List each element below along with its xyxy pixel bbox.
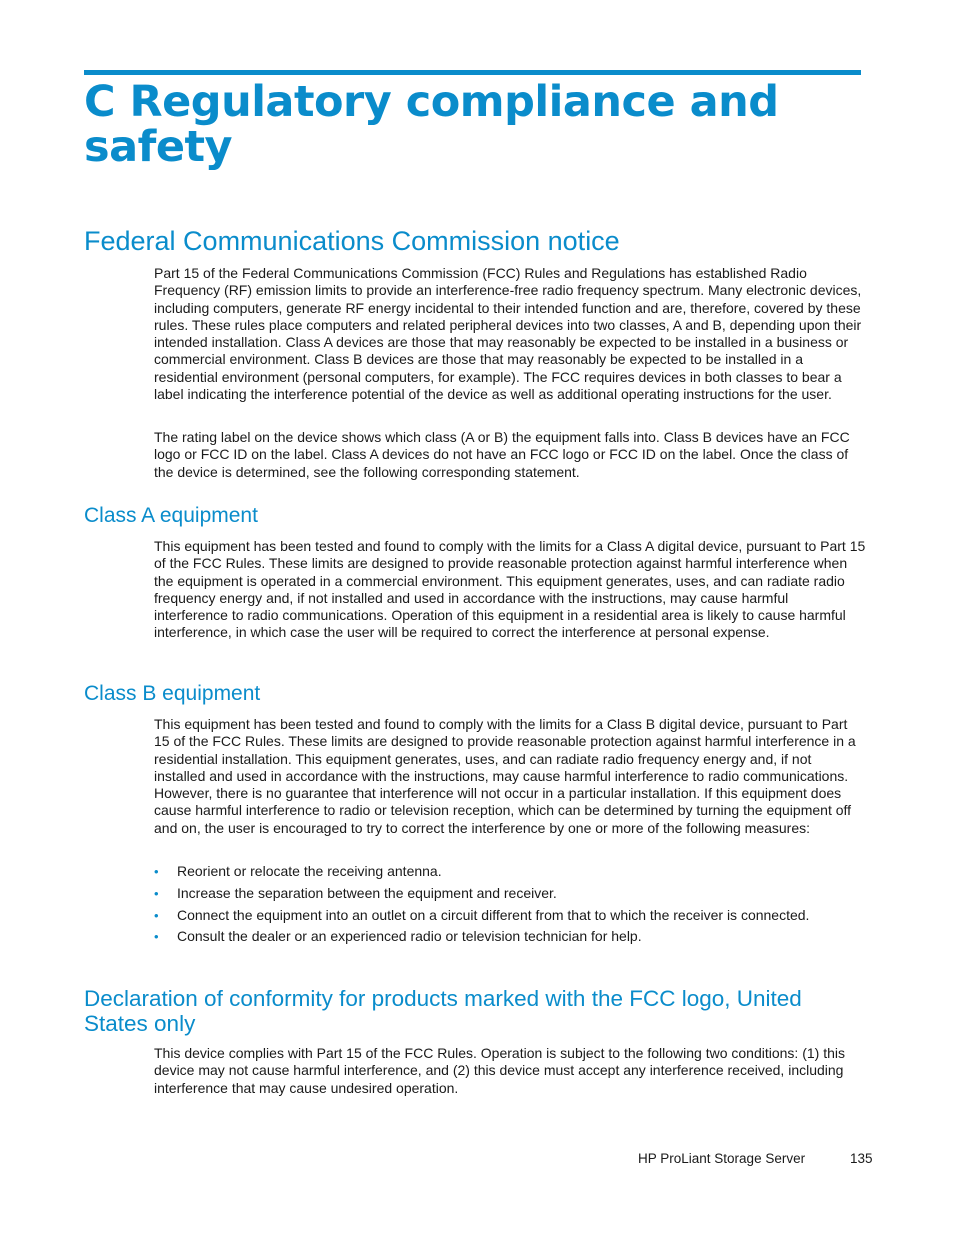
class-a-paragraph: This equipment has been tested and found to comply with the limits for a Class A digital device, pursuant to Part 15 of the FCC Rules. These limits are designed to provide reasonable protection against harmful interference when the equipment is operated in a commercial environment. This equipment generates, uses, and can radiate radio frequency energy and, if not installed and used in accordance with the instructions, may cause harmful interference to radio communications. Operation of this equipment in a residential area is likely to cause harmful interference, in which case the user will be required to correct the interference at personal expense. — [154, 538, 866, 641]
bullet-icon: • — [154, 929, 159, 945]
bullet-icon: • — [154, 907, 159, 923]
fcc-notice-paragraph-1: Part 15 of the Federal Communications Commission (FCC) Rules and Regulations has established Radio Frequency (RF) emission limits to provide an interference-free radio frequency spectrum. Many electronic devices, including computers, generate RF energy incidental to their intended function and are, therefore, covered by these rules. These rules place computers and related peripheral devices into two classes, A and B, depending upon their intended installation. Class A devices are those that may reasonably be expected to be installed in a business or commercial environment. Class B devices are those that may reasonably be expected to be installed in a residential environment (personal computers, for example). The FCC requires devices in both classes to bear a label indicating the interference potential of the device as well as additional operating instructions for the user. — [154, 265, 862, 403]
bullet-icon: • — [154, 885, 159, 901]
list-item-text: Reorient or relocate the receiving antenna. — [177, 863, 442, 879]
chapter-rule — [84, 70, 861, 75]
list-item — [154, 928, 866, 945]
section-heading-class-a: Class A equipment — [84, 504, 258, 527]
section-heading-fcc-notice: Federal Communications Commission notice — [84, 226, 620, 256]
interference-measures-list — [154, 863, 866, 950]
page-number: 135 — [850, 1151, 873, 1166]
chapter-title: C Regulatory compliance and safety — [84, 77, 779, 172]
fcc-notice-paragraph-2: The rating label on the device shows which class (A or B) the equipment falls into. Class B devices have an FCC logo or FCC ID on the label. Class A devices do not have an FCC logo or FCC ID on the label. Once the class of the device is determined, see the following corresponding statement. — [154, 429, 850, 480]
list-item-text: Connect the equipment into an outlet on a circuit different from that to which the receiver is connected. — [177, 906, 810, 923]
class-b-paragraph: This equipment has been tested and found to comply with the limits for a Class B digital device, pursuant to Part 15 of the FCC Rules. These limits are designed to provide reasonable protection against harmful interference in a residential installation. This equipment generates, uses, and can radiate radio frequency energy and, if not installed and used in accordance with the instructions, may cause harmful interference to radio communications. However, there is no guarantee that interference will not occur in a particular installation. If this equipment does cause harmful interference to radio or television reception, which can be determined by turning the equipment off and on, the user is encouraged to try to correct the interference by one or more of the following measures: — [154, 716, 856, 836]
footer-doc-title: HP ProLiant Storage Server — [638, 1151, 806, 1166]
declaration-paragraph: This device complies with Part 15 of the FCC Rules. Operation is subject to the following two conditions: (1) this device may not cause harmful interference, and (2) this device must accept any interference received, including interference that may cause undesired operation. — [154, 1045, 845, 1096]
bullet-icon: • — [154, 864, 159, 879]
section-heading-class-b: Class B equipment — [84, 682, 261, 705]
section-heading-declaration: Declaration of conformity for products marked with the FCC logo, United States only — [84, 986, 802, 1036]
list-item-text: Consult the dealer or an experienced radio or television technician for help. — [177, 928, 642, 945]
list-item — [154, 885, 866, 902]
list-item-text: Increase the separation between the equipment and receiver. — [177, 884, 557, 901]
list-item — [154, 863, 866, 880]
list-item — [154, 907, 866, 924]
